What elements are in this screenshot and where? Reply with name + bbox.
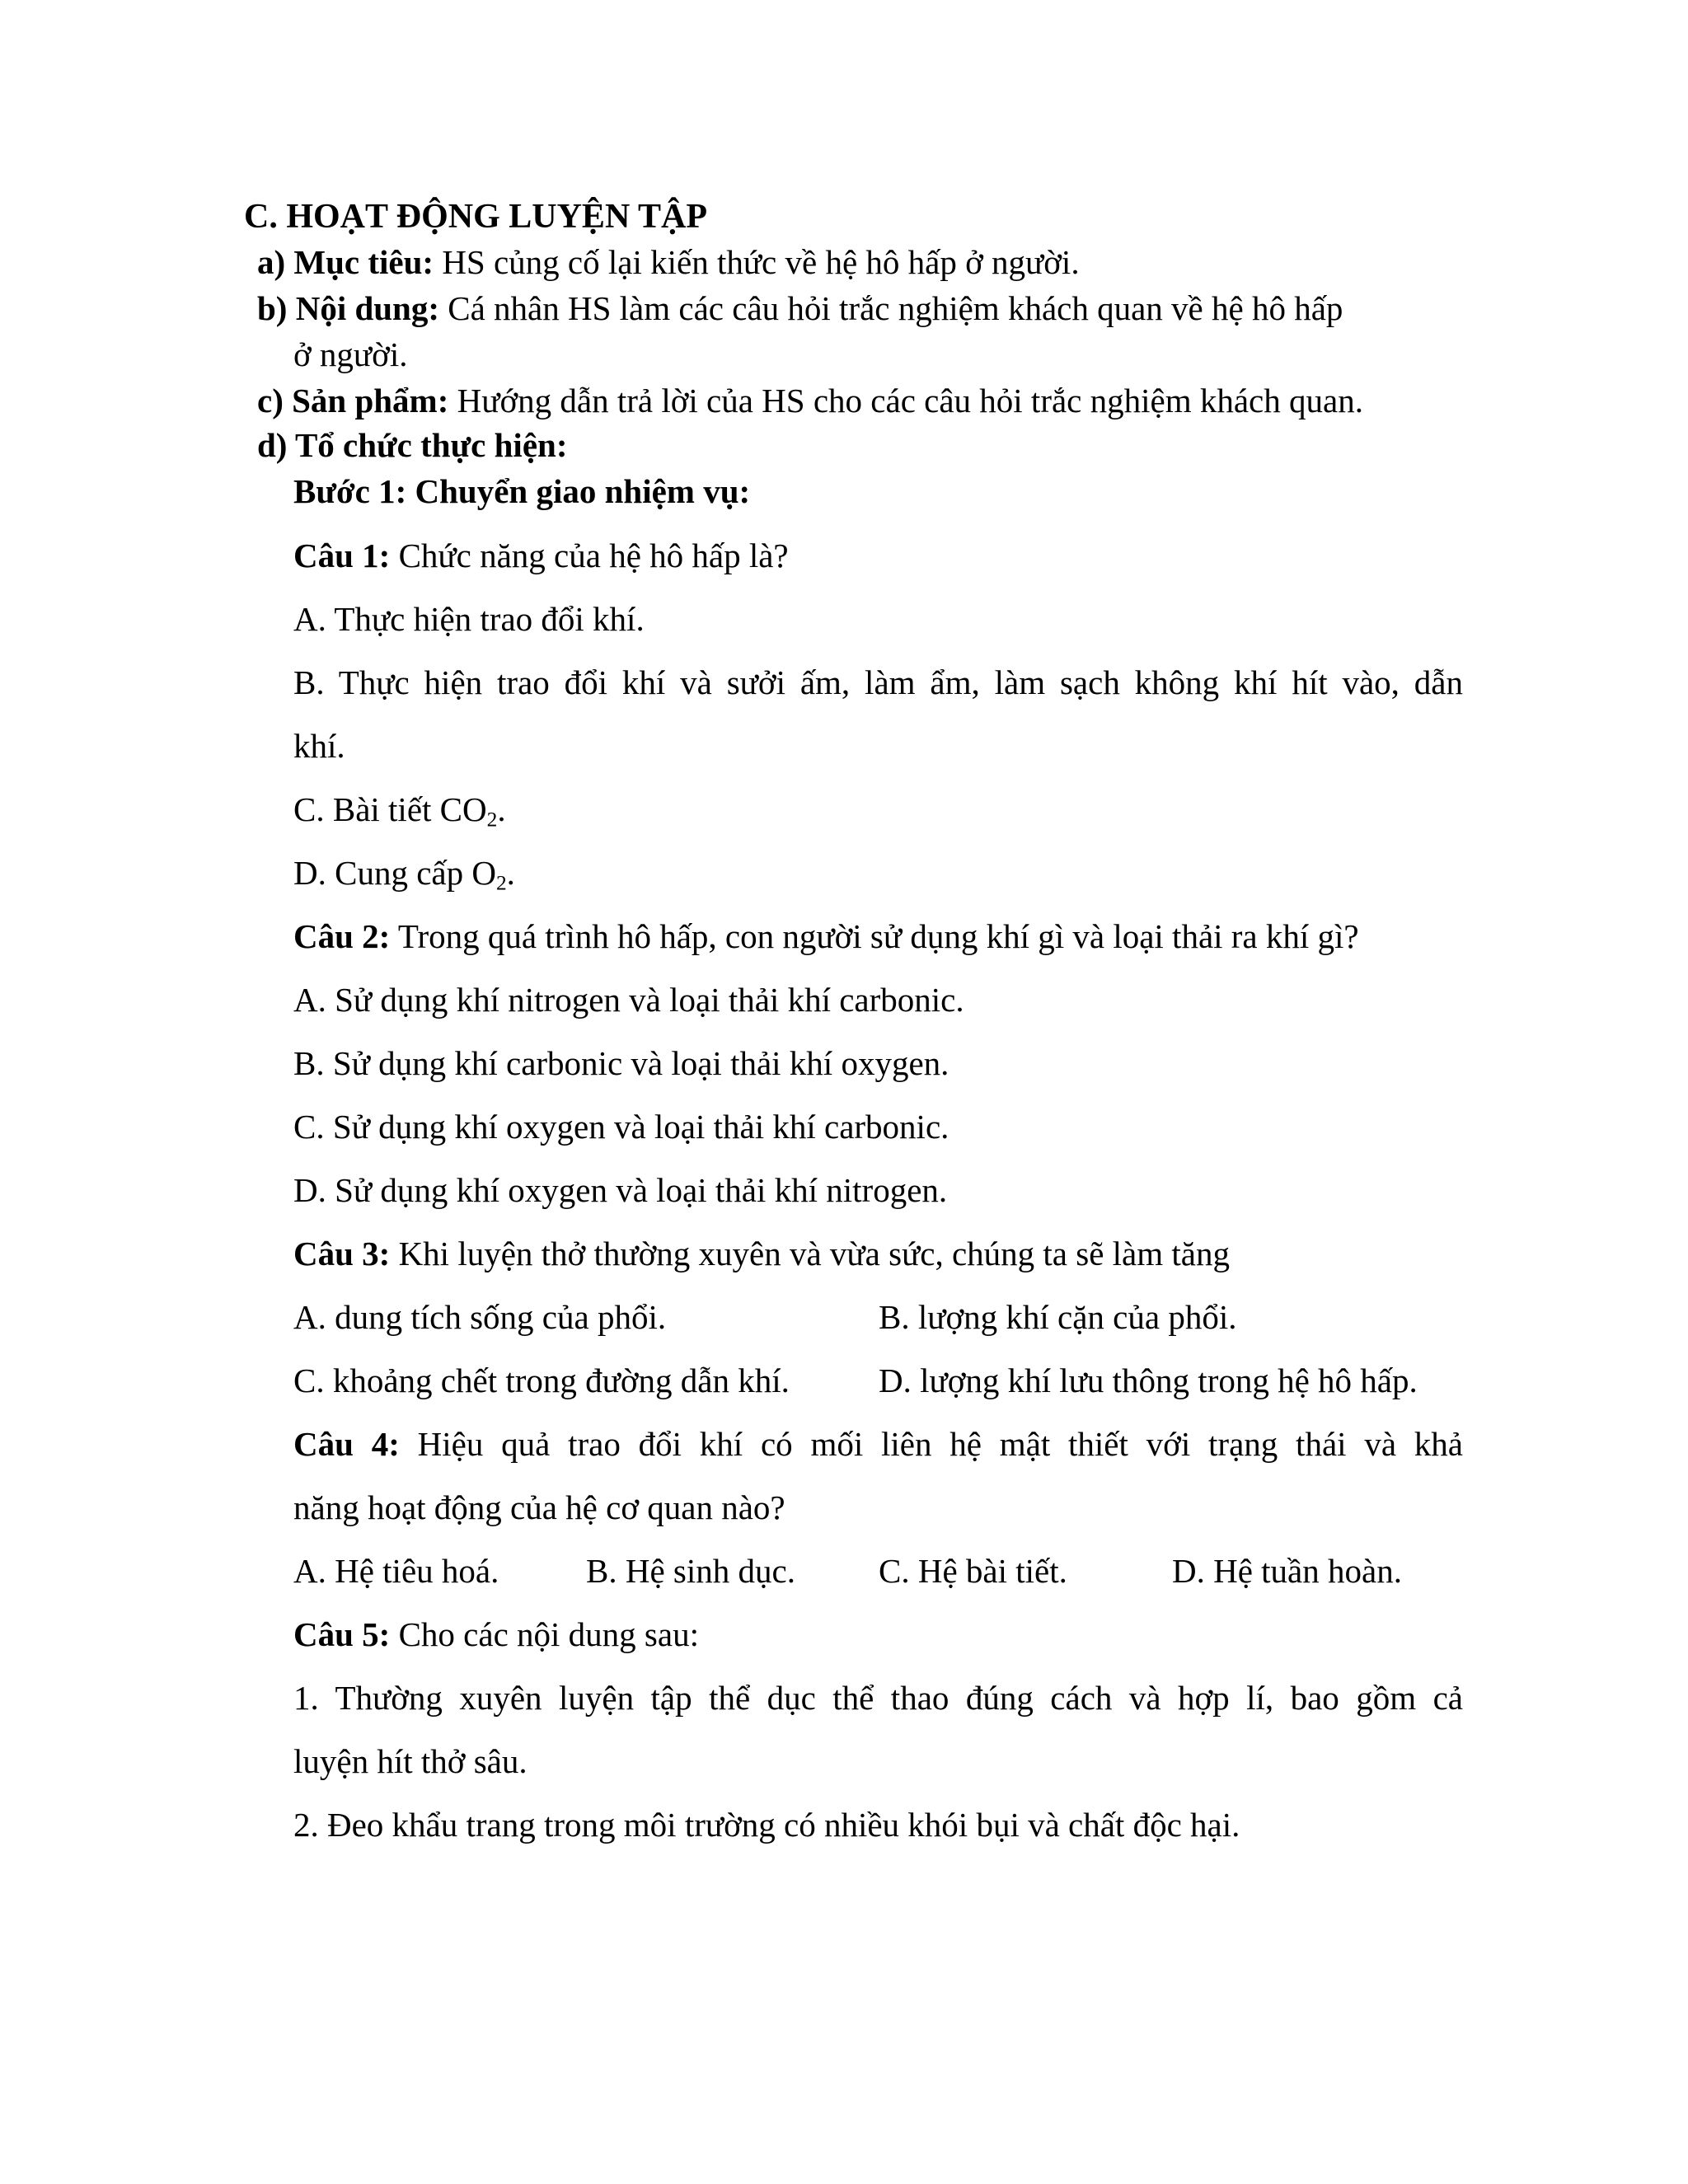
product-line bbox=[257, 380, 1363, 421]
q1-option-b: B. Thực hiện trao đổi khí và sưởi ấm, làm ẩm, làm sạch không khí hít vào, dẫn bbox=[293, 663, 1463, 701]
question-5-label: Câu 5: bbox=[293, 1615, 391, 1653]
q3-option-d: D. lượng khí lưu thông trong hệ hô hấp. bbox=[879, 1361, 1418, 1399]
question-2-label: Câu 2: bbox=[293, 917, 391, 955]
q4-option-a: A. Hệ tiêu hoá. bbox=[293, 1552, 499, 1590]
q5-item-1-cont: luyện hít thở sâu. bbox=[293, 1742, 528, 1780]
objective-label: a) Mục tiêu: bbox=[257, 243, 434, 281]
question-4-label: Câu 4: bbox=[293, 1425, 400, 1463]
q3-option-a: A. dung tích sống của phổi. bbox=[293, 1298, 667, 1336]
question-3-text: Khi luyện thở thường xuyên và vừa sức, chúng ta sẽ làm tăng bbox=[390, 1235, 1230, 1272]
q1-option-b-cont: khí. bbox=[293, 727, 345, 765]
q1-option-d bbox=[293, 852, 515, 893]
q1-option-c-text: C. Bài tiết CO bbox=[293, 790, 487, 828]
question-5 bbox=[293, 1614, 699, 1655]
q1-option-d-subscript: 2 bbox=[495, 871, 507, 895]
q1-option-c bbox=[293, 789, 506, 830]
content-label: b) Nội dung: bbox=[257, 289, 440, 327]
content-line bbox=[257, 288, 1343, 329]
question-4-text: Hiệu quả trao đổi khí có mối liên hệ mật thiết với trạng thái và khả bbox=[399, 1425, 1463, 1463]
q2-option-b: B. Sử dụng khí carbonic và loại thải khí oxygen. bbox=[293, 1044, 950, 1082]
q2-option-a: A. Sử dụng khí nitrogen và loại thải khí carbonic. bbox=[293, 981, 964, 1019]
q5-item-1: 1. Thường xuyên luyện tập thể dục thể thao đúng cách và hợp lí, bao gồm cả bbox=[293, 1679, 1463, 1717]
q3-option-c: C. khoảng chết trong đường dẫn khí. bbox=[293, 1361, 790, 1399]
q5-item-2: 2. Đeo khẩu trang trong môi trường có nhiều khói bụi và chất độc hại. bbox=[293, 1806, 1240, 1844]
question-4-cont: năng hoạt động của hệ cơ quan nào? bbox=[293, 1488, 785, 1526]
q2-option-d: D. Sử dụng khí oxygen và loại thải khí nitrogen. bbox=[293, 1171, 948, 1209]
q4-option-d: D. Hệ tuần hoàn. bbox=[1172, 1552, 1402, 1590]
question-1-text: Chức năng của hệ hô hấp là? bbox=[390, 537, 789, 574]
content-text: Cá nhân HS làm các câu hỏi trắc nghiệm khách quan về hệ hô hấp bbox=[439, 289, 1343, 327]
product-text: Hướng dẫn trả lời của HS cho các câu hỏi trắc nghiệm khách quan. bbox=[448, 382, 1363, 419]
q1-option-a: A. Thực hiện trao đổi khí. bbox=[293, 600, 645, 638]
question-3 bbox=[293, 1233, 1230, 1274]
objective-line bbox=[257, 241, 1080, 283]
question-5-text: Cho các nội dung sau: bbox=[390, 1615, 699, 1653]
objective-text: HS củng cố lại kiến thức về hệ hô hấp ở người. bbox=[434, 243, 1080, 281]
q1-option-c-end: . bbox=[497, 790, 506, 828]
q4-option-c: C. Hệ bài tiết. bbox=[879, 1552, 1067, 1590]
q1-option-c-subscript: 2 bbox=[486, 808, 498, 832]
question-1 bbox=[293, 535, 789, 576]
q4-option-b: B. Hệ sinh dục. bbox=[586, 1552, 795, 1590]
question-4 bbox=[293, 1423, 1463, 1465]
question-1-label: Câu 1: bbox=[293, 537, 391, 574]
q1-option-d-end: . bbox=[506, 854, 515, 892]
question-3-label: Câu 3: bbox=[293, 1235, 391, 1272]
q1-option-d-text: D. Cung cấp O bbox=[293, 854, 496, 892]
content-line-cont: ở người. bbox=[293, 335, 408, 373]
organization-label: d) Tổ chức thực hiện: bbox=[257, 426, 568, 464]
question-2-text: Trong quá trình hô hấp, con người sử dụng khí gì và loại thải ra khí gì? bbox=[390, 917, 1359, 955]
q3-option-b: B. lượng khí cặn của phổi. bbox=[879, 1298, 1237, 1336]
section-heading: C. HOẠT ĐỘNG LUYỆN TẬP bbox=[244, 198, 708, 236]
question-2 bbox=[293, 916, 1359, 957]
q2-option-c: C. Sử dụng khí oxygen và loại thải khí carbonic. bbox=[293, 1108, 950, 1146]
step1-heading: Bước 1: Chuyển giao nhiệm vụ: bbox=[293, 472, 751, 510]
product-label: c) Sản phẩm: bbox=[257, 382, 449, 419]
